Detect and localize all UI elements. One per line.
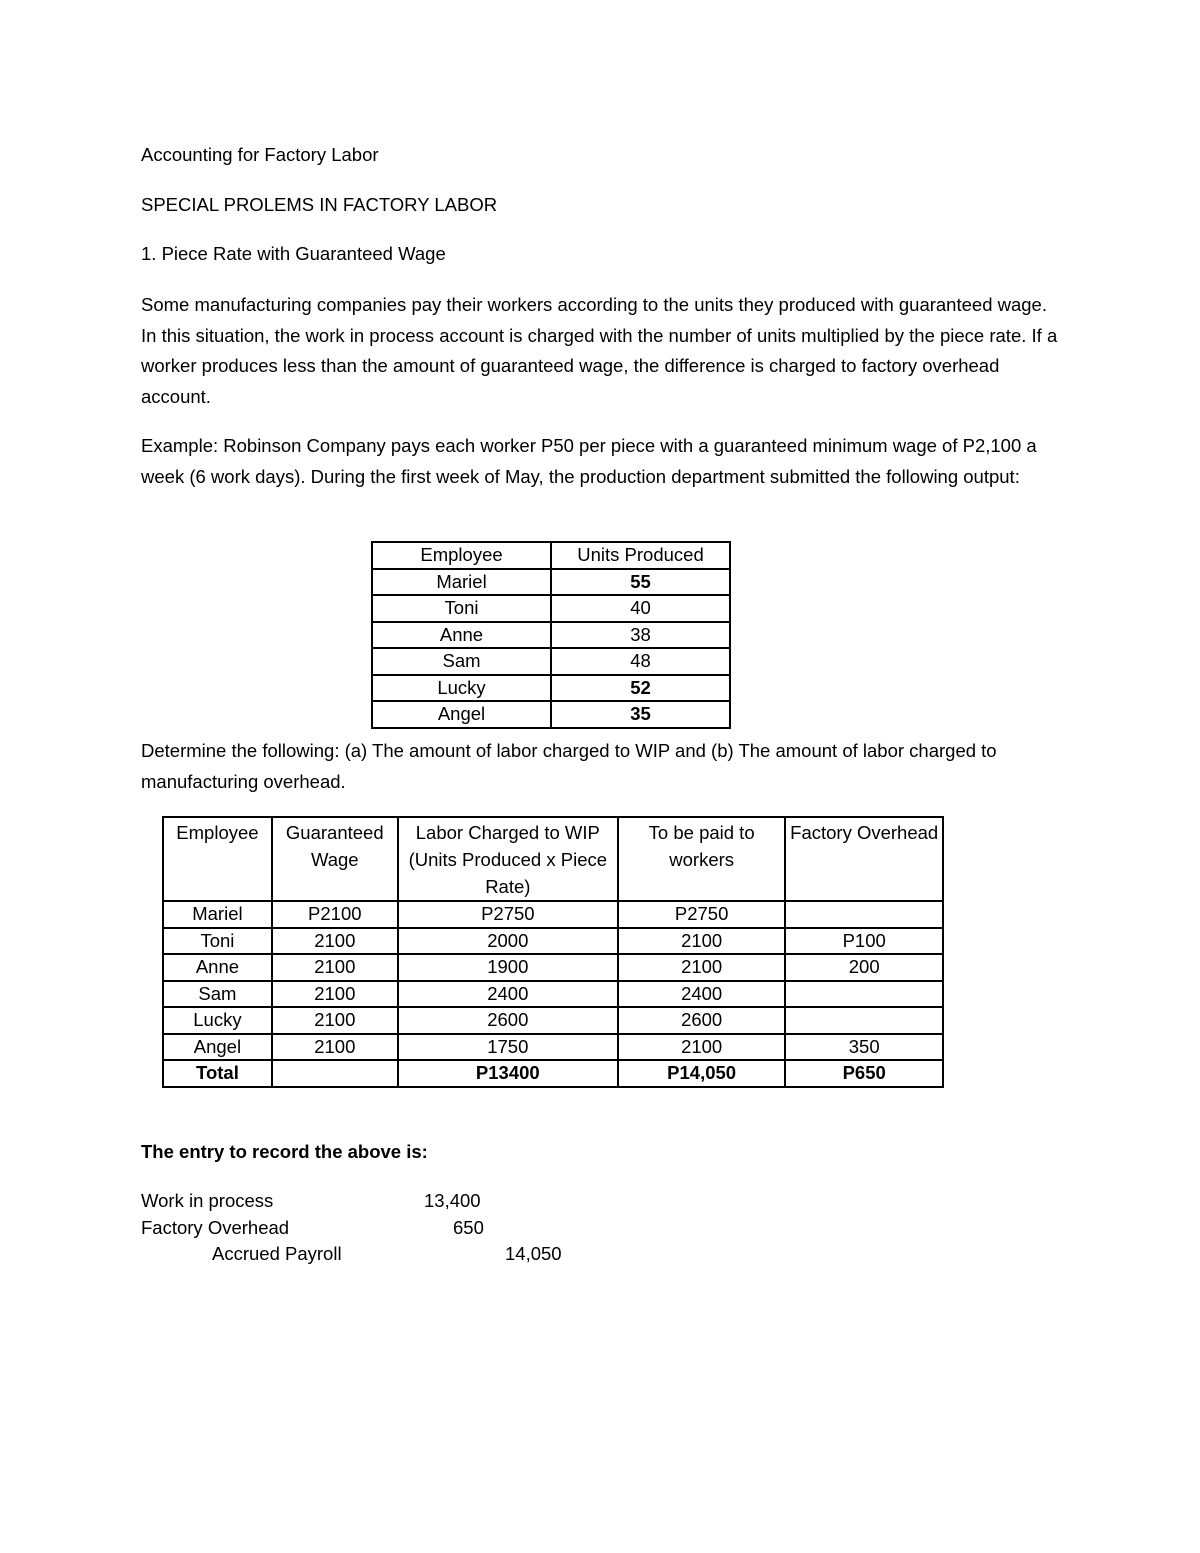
table-row (372, 622, 730, 649)
example-paragraph (141, 431, 1061, 492)
section-heading: SPECIAL PROLEMS IN FACTORY LABOR (141, 194, 498, 215)
table-row (372, 701, 730, 728)
journal-account: Accrued Payroll (212, 1243, 342, 1264)
column-header: Factory Overhead (785, 817, 943, 901)
table-row (372, 569, 730, 596)
table-row (163, 901, 943, 928)
units-cell: 38 (551, 622, 730, 649)
column-header: To be paid to workers (618, 817, 785, 901)
employee-cell: Anne (372, 622, 551, 649)
table-cell: Sam (163, 981, 272, 1008)
table-cell (785, 901, 943, 928)
table-cell: 1900 (398, 954, 618, 981)
units-produced-table (371, 541, 731, 729)
question-paragraph (141, 736, 1061, 797)
document-title: Accounting for Factory Labor (141, 144, 379, 165)
table-row (372, 595, 730, 622)
journal-entry-heading: The entry to record the above is: (141, 1141, 428, 1162)
table-cell: 200 (785, 954, 943, 981)
employee-cell: Lucky (372, 675, 551, 702)
table-cell: Mariel (163, 901, 272, 928)
table-cell: 2400 (618, 981, 785, 1008)
table-row (163, 1034, 943, 1061)
employee-cell: Angel (372, 701, 551, 728)
column-header: Employee (163, 817, 272, 901)
intro-paragraph (141, 290, 1061, 412)
units-cell: 35 (551, 701, 730, 728)
table-cell: 2600 (398, 1007, 618, 1034)
table-cell: 2400 (398, 981, 618, 1008)
question-paragraph-text: Determine the following: (a) The amount of labor charged to WIP and (b) The amount of labor charged to manufacturing overhead. (141, 740, 997, 792)
table-row (163, 981, 943, 1008)
table-cell: Angel (163, 1034, 272, 1061)
total-cell: P14,050 (618, 1060, 785, 1087)
journal-debit: 650 (453, 1217, 484, 1238)
journal-account: Work in process (141, 1190, 274, 1211)
table-cell: P2750 (398, 901, 618, 928)
total-cell (272, 1060, 398, 1087)
labor-cost-table (162, 816, 944, 1088)
table-cell: 2100 (618, 1034, 785, 1061)
journal-debit: 13,400 (424, 1190, 481, 1211)
table-row (163, 928, 943, 955)
table-cell (785, 1007, 943, 1034)
table-cell: P100 (785, 928, 943, 955)
example-paragraph-text: Example: Robinson Company pays each worker P50 per piece with a guaranteed minimum wage of P2,100 a week (6 work days). During the first week of May, the production department submitted the following output: (141, 435, 1037, 487)
intro-paragraph-text: Some manufacturing companies pay their workers according to the units they produced with guaranteed wage. In this situation, the work in process account is charged with the number of units multiplied by the piece rate. If a worker produces less than the amount of guaranteed wage, the difference is charged to factory overhead account. (141, 294, 1058, 407)
column-header: Labor Charged to WIP (Units Produced x Piece Rate) (398, 817, 618, 901)
table-cell: 350 (785, 1034, 943, 1061)
table-cell: 2100 (272, 981, 398, 1008)
table-cell: 1750 (398, 1034, 618, 1061)
column-header: Units Produced (551, 542, 730, 569)
column-header: Employee (372, 542, 551, 569)
total-cell: P13400 (398, 1060, 618, 1087)
table-cell (785, 981, 943, 1008)
table-cell: 2100 (618, 928, 785, 955)
employee-cell: Mariel (372, 569, 551, 596)
units-cell: 55 (551, 569, 730, 596)
table-cell: Lucky (163, 1007, 272, 1034)
table-row (163, 1007, 943, 1034)
table-header-row (163, 817, 943, 901)
table-total-row (163, 1060, 943, 1087)
table-cell: 2100 (272, 954, 398, 981)
employee-cell: Toni (372, 595, 551, 622)
table-cell: 2100 (272, 1007, 398, 1034)
table-row (372, 648, 730, 675)
table-cell: 2000 (398, 928, 618, 955)
table-cell: 2100 (272, 928, 398, 955)
table-header-row (372, 542, 730, 569)
table-cell: 2100 (272, 1034, 398, 1061)
units-cell: 52 (551, 675, 730, 702)
column-header: Guaranteed Wage (272, 817, 398, 901)
table-cell: Toni (163, 928, 272, 955)
subsection-heading: 1. Piece Rate with Guaranteed Wage (141, 243, 446, 264)
table-row (372, 675, 730, 702)
total-label-cell: Total (163, 1060, 272, 1087)
journal-account: Factory Overhead (141, 1217, 290, 1238)
employee-cell: Sam (372, 648, 551, 675)
units-cell: 48 (551, 648, 730, 675)
table-cell: P2100 (272, 901, 398, 928)
table-cell: Anne (163, 954, 272, 981)
units-cell: 40 (551, 595, 730, 622)
journal-credit: 14,050 (505, 1243, 562, 1264)
table-row (163, 954, 943, 981)
table-cell: P2750 (618, 901, 785, 928)
table-cell: 2600 (618, 1007, 785, 1034)
table-cell: 2100 (618, 954, 785, 981)
total-cell: P650 (785, 1060, 943, 1087)
